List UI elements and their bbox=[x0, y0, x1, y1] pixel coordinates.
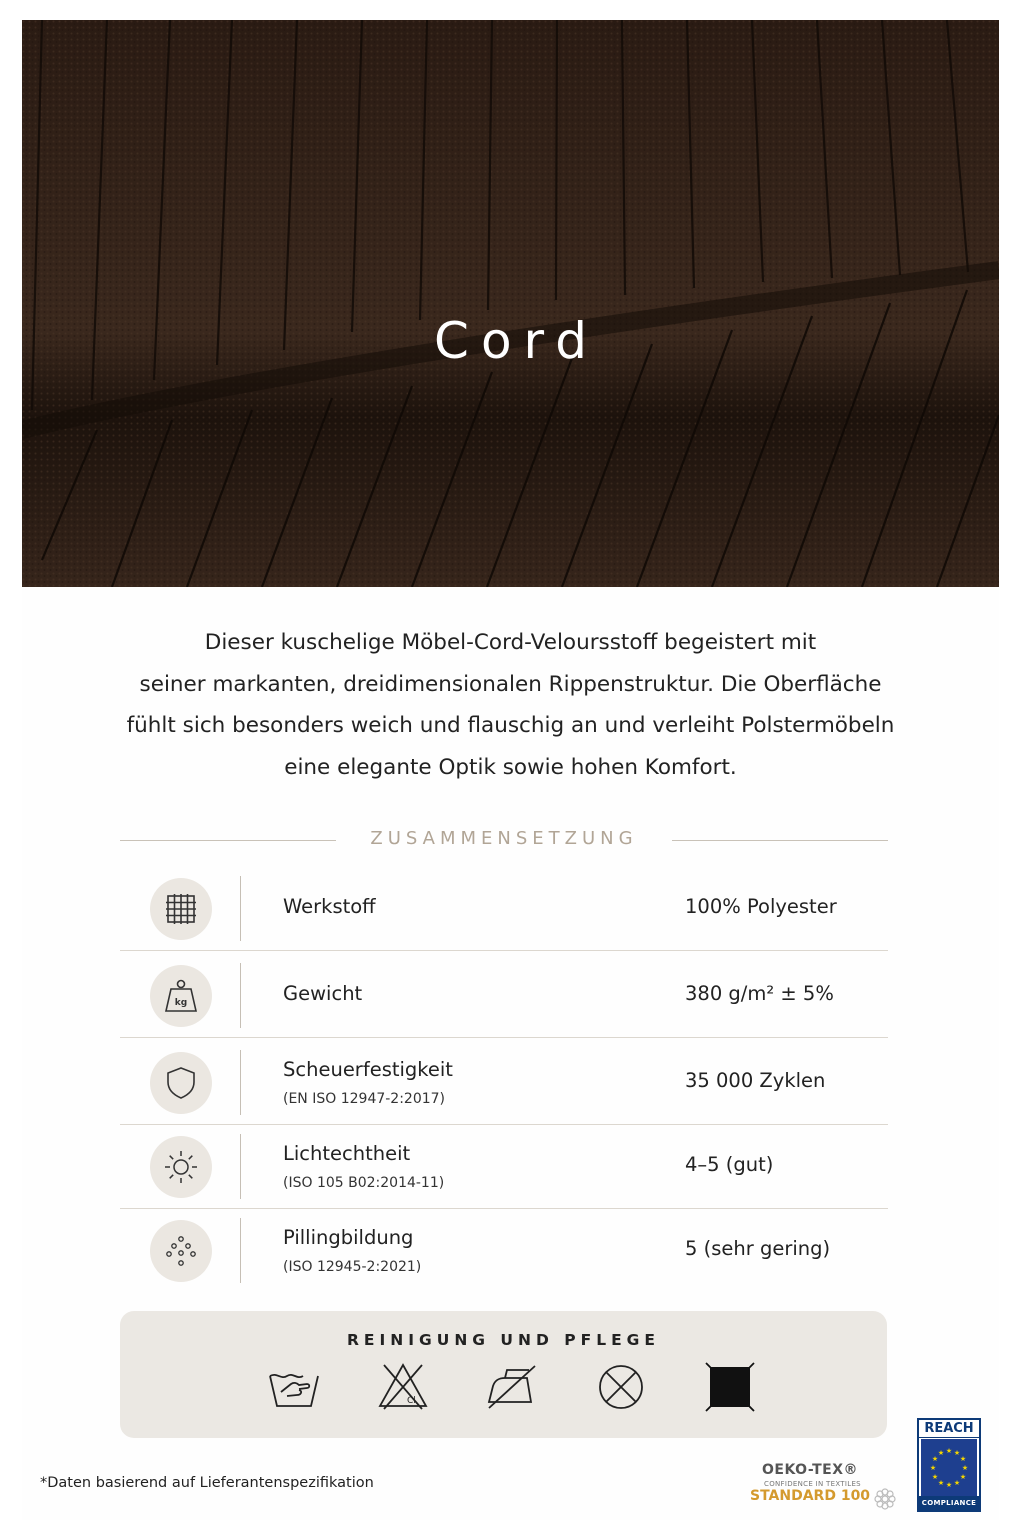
composition-heading bbox=[120, 826, 888, 856]
reach-title: REACH bbox=[919, 1420, 979, 1438]
spec-row-scheuerfestigkeit bbox=[120, 1040, 888, 1125]
spec-name: Scheuerfestigkeit bbox=[283, 1058, 453, 1081]
oeko-line3: STANDARD 100 bbox=[750, 1488, 871, 1504]
svg-text:★: ★ bbox=[959, 1455, 967, 1463]
cl-label: Cl bbox=[407, 1396, 416, 1406]
spec-row-lichtechtheit bbox=[120, 1124, 888, 1209]
sun-icon bbox=[150, 1136, 212, 1198]
hand-wash-icon bbox=[267, 1362, 321, 1412]
svg-text:★: ★ bbox=[937, 1479, 945, 1487]
pilling-dots-icon bbox=[150, 1220, 212, 1282]
description-line: eine elegante Optik sowie hohen Komfort. bbox=[284, 754, 737, 780]
kg-label: kg bbox=[174, 998, 188, 1008]
shield-icon bbox=[150, 1052, 212, 1114]
care-title: REINIGUNG UND PFLEGE bbox=[347, 1331, 660, 1349]
weight-kg-icon bbox=[150, 965, 212, 1027]
product-sheet bbox=[22, 20, 999, 1520]
care-box bbox=[120, 1311, 887, 1438]
description-line: Dieser kuschelige Möbel-Cord-Veloursstoff begeistert mit bbox=[204, 630, 817, 655]
reach-compliance-logo bbox=[917, 1418, 981, 1512]
spec-standard: (ISO 105 B02:2014-11) bbox=[283, 1175, 445, 1191]
corduroy-texture bbox=[22, 20, 999, 587]
description-line: seiner markanten, dreidimensionalen Rippenstruktur. Die Oberfläche bbox=[139, 671, 882, 697]
oeko-tex-logo bbox=[744, 1458, 904, 1510]
spec-row-werkstoff bbox=[120, 866, 888, 951]
spec-value: 4–5 (gut) bbox=[685, 1153, 774, 1176]
eu-flag-icon bbox=[921, 1439, 977, 1498]
description-line: fühlt sich besonders weich und flauschig an und verleiht Polstermöbeln bbox=[126, 713, 895, 738]
composition-heading-label: ZUSAMMENSETZUNG bbox=[370, 828, 638, 849]
spec-row-gewicht bbox=[120, 953, 888, 1038]
no-dry-clean-icon bbox=[703, 1362, 757, 1412]
spec-row-pillingbildung bbox=[120, 1208, 888, 1293]
spec-standard: (ISO 12945-2:2021) bbox=[283, 1259, 422, 1275]
reach-subtitle: COMPLIANCE bbox=[919, 1496, 979, 1510]
material-title: Cord bbox=[434, 312, 599, 370]
no-ironing-icon bbox=[485, 1362, 539, 1412]
spec-name: Lichtechtheit bbox=[283, 1142, 411, 1165]
divider bbox=[240, 876, 241, 941]
svg-text:★: ★ bbox=[937, 1449, 945, 1457]
row-separator bbox=[120, 950, 888, 951]
spec-name: Pillingbildung bbox=[283, 1226, 414, 1249]
spec-value: 35 000 Zyklen bbox=[685, 1069, 826, 1092]
svg-text:★: ★ bbox=[953, 1479, 961, 1487]
fabric-grid-icon bbox=[150, 878, 212, 940]
divider bbox=[240, 1050, 241, 1115]
spec-value: 5 (sehr gering) bbox=[685, 1237, 831, 1260]
care-symbols bbox=[263, 1362, 753, 1412]
row-separator bbox=[120, 1037, 888, 1038]
divider bbox=[240, 1134, 241, 1199]
svg-text:★: ★ bbox=[945, 1481, 953, 1489]
divider bbox=[240, 963, 241, 1028]
flower-icon bbox=[874, 1488, 896, 1510]
footnote: *Daten basierend auf Lieferantenspezifikation bbox=[40, 1475, 374, 1491]
material-description bbox=[82, 622, 939, 788]
svg-text:★: ★ bbox=[931, 1455, 939, 1463]
no-tumble-dry-icon bbox=[594, 1362, 648, 1412]
spec-name: Gewicht bbox=[283, 982, 363, 1005]
svg-text:★: ★ bbox=[953, 1449, 961, 1457]
svg-text:★: ★ bbox=[945, 1447, 953, 1455]
spec-value: 380 g/m² ± 5% bbox=[685, 982, 834, 1005]
spec-value: 100% Polyester bbox=[685, 895, 837, 918]
spec-name: Werkstoff bbox=[283, 895, 376, 918]
divider bbox=[240, 1218, 241, 1283]
fabric-hero-image bbox=[22, 20, 999, 587]
svg-text:★: ★ bbox=[959, 1473, 967, 1481]
no-chlorine-bleach-icon bbox=[376, 1362, 430, 1412]
svg-text:★: ★ bbox=[929, 1464, 937, 1472]
oeko-line1: OEKO-TEX® bbox=[762, 1462, 859, 1478]
oeko-line2: CONFIDENCE IN TEXTILES bbox=[764, 1480, 861, 1488]
spec-standard: (EN ISO 12947-2:2017) bbox=[283, 1091, 446, 1107]
svg-text:★: ★ bbox=[961, 1464, 969, 1472]
svg-text:★: ★ bbox=[931, 1473, 939, 1481]
divider bbox=[672, 840, 888, 841]
